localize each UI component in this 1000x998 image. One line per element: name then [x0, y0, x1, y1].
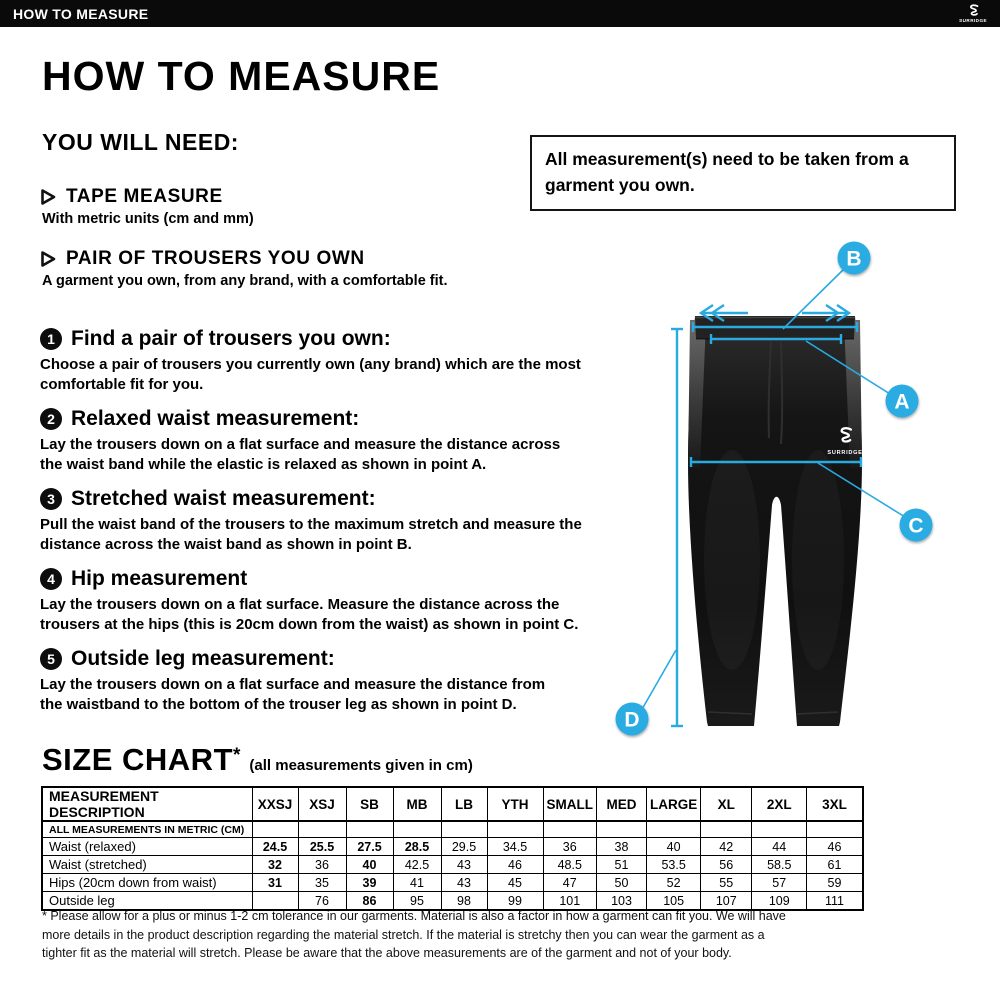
value-cell: 34.5: [487, 838, 543, 856]
step-number-badge: 5: [40, 648, 62, 670]
step-description: [40, 515, 582, 555]
value-cell: 101: [543, 892, 597, 911]
empty-cell: [252, 821, 298, 838]
column-header: 2XL: [752, 787, 807, 821]
value-cell: 42.5: [393, 856, 441, 874]
column-header: XSJ: [298, 787, 346, 821]
value-cell: 55: [701, 874, 752, 892]
step-description-line: Choose a pair of trousers you currently own (any brand) which are the most: [40, 356, 581, 373]
size-chart-asterisk: *: [233, 745, 241, 766]
need-title: TAPE MEASURE: [66, 186, 223, 207]
step-header: [40, 327, 582, 351]
needs-list: [40, 186, 448, 310]
empty-cell: [543, 821, 597, 838]
row-label-cell: Waist (stretched): [42, 856, 252, 874]
step-title: Stretched waist measurement:: [71, 487, 376, 510]
need-title-row: [40, 248, 448, 270]
value-cell: 107: [701, 892, 752, 911]
value-cell: 51: [597, 856, 647, 874]
fabric-highlight: [704, 450, 760, 670]
step-header: [40, 647, 582, 671]
value-cell: 40: [647, 838, 701, 856]
need-title-row: [40, 186, 448, 208]
value-cell: 36: [543, 838, 597, 856]
value-cell: 43: [441, 856, 487, 874]
empty-cell: [441, 821, 487, 838]
column-header: SB: [346, 787, 393, 821]
row-label-cell: Outside leg: [42, 892, 252, 911]
value-cell: 27.5: [346, 838, 393, 856]
value-cell: 42: [701, 838, 752, 856]
value-cell: 105: [647, 892, 701, 911]
step-header: [40, 567, 582, 591]
need-desc: With metric units (cm and mm): [42, 211, 254, 227]
trousers-figure: [590, 230, 990, 750]
surridge-logo-text: SURRIDGE: [959, 17, 987, 23]
step-item: [40, 327, 582, 394]
step-description-line: the waist band while the elastic is relaxed as shown in point A.: [40, 456, 487, 473]
value-cell: 36: [298, 856, 346, 874]
value-cell: 53.5: [647, 856, 701, 874]
fabric-highlight: [792, 450, 844, 670]
empty-cell: [393, 821, 441, 838]
footnote: [42, 907, 786, 963]
drawcord-right: [781, 342, 782, 444]
measurement-note: [530, 135, 956, 211]
note-line: All measurement(s) need to be taken from a: [545, 149, 909, 169]
triangle-bullet-icon: [40, 188, 57, 206]
empty-cell: [701, 821, 752, 838]
step-description-line: Lay the trousers down on a flat surface. Measure the distance across the: [40, 596, 560, 613]
value-cell: 103: [597, 892, 647, 911]
step-description: [40, 595, 582, 635]
step-title: Hip measurement: [71, 567, 248, 590]
empty-cell: [487, 821, 543, 838]
footnote-line: * Please allow for a plus or minus 1-2 cm tolerance in our garments. Material is also a factor in how a garment can fit you. We will have: [42, 909, 786, 923]
need-title: PAIR OF TROUSERS YOU OWN: [66, 248, 365, 269]
need-item: [40, 186, 448, 227]
step-number-badge: 1: [40, 328, 62, 350]
value-cell: 43: [441, 874, 487, 892]
column-header: SMALL: [543, 787, 597, 821]
value-cell: 76: [298, 892, 346, 911]
triangle-bullet-icon: [40, 250, 57, 268]
garment-logo-text: SURRIDGE: [827, 450, 863, 456]
value-cell: 46: [487, 856, 543, 874]
value-cell: 52: [647, 874, 701, 892]
row-label-cell: Hips (20cm down from waist): [42, 874, 252, 892]
value-cell: 50: [597, 874, 647, 892]
column-header: XXSJ: [252, 787, 298, 821]
callout-b-label: B: [846, 247, 862, 271]
callout-c-label: C: [908, 514, 924, 538]
value-cell: 95: [393, 892, 441, 911]
size-chart-heading: [42, 744, 473, 775]
value-cell: 46: [807, 838, 863, 856]
value-cell: 41: [393, 874, 441, 892]
value-cell: 59: [807, 874, 863, 892]
step-number-badge: 2: [40, 408, 62, 430]
trousers-graphic: [688, 316, 863, 726]
column-header: MED: [597, 787, 647, 821]
step-item: [40, 487, 582, 554]
surridge-s-icon: [966, 4, 981, 18]
value-cell: 111: [807, 892, 863, 911]
step-number-badge: 4: [40, 568, 62, 590]
surridge-logo: [959, 4, 987, 24]
value-cell: 58.5: [752, 856, 807, 874]
step-description-line: Lay the trousers down on a flat surface and measure the distance across: [40, 436, 561, 453]
step-title: Relaxed waist measurement:: [71, 407, 360, 430]
step-description-line: the waistband to the bottom of the trouser leg as shown in point D.: [40, 696, 517, 713]
table-row: [42, 874, 863, 892]
step-item: [40, 407, 582, 474]
size-chart-title: SIZE CHART: [42, 742, 233, 777]
step-item: [40, 567, 582, 634]
step-description-line: Lay the trousers down on a flat surface and measure the distance from: [40, 676, 546, 693]
subheader-cell: ALL MEASUREMENTS IN METRIC (CM): [42, 821, 252, 838]
value-cell: 99: [487, 892, 543, 911]
page-title: HOW TO MEASURE: [42, 53, 441, 99]
value-cell: 61: [807, 856, 863, 874]
value-cell: 38: [597, 838, 647, 856]
column-header: LARGE: [647, 787, 701, 821]
empty-cell: [647, 821, 701, 838]
step-header: [40, 407, 582, 431]
empty-cell: [807, 821, 863, 838]
value-cell: 29.5: [441, 838, 487, 856]
column-header: LB: [441, 787, 487, 821]
size-chart-units-note: (all measurements given in cm): [249, 757, 473, 774]
footnote-line: tighter fit as the material will stretch. Please be aware that the above measurements are of the garment and not of your body.: [42, 946, 732, 960]
table-header-row: [42, 787, 863, 821]
column-header: 3XL: [807, 787, 863, 821]
leader-d: [641, 650, 676, 711]
step-description-line: trousers at the hips (this is 20cm down from the waist) as shown in point C.: [40, 616, 579, 633]
table-subheader-row: [42, 821, 863, 838]
step-title: Outside leg measurement:: [71, 647, 335, 670]
step-header: [40, 487, 582, 511]
column-header: YTH: [487, 787, 543, 821]
step-description-line: comfortable fit for you.: [40, 376, 204, 393]
callout-a-label: A: [894, 390, 910, 414]
empty-cell: [298, 821, 346, 838]
need-item: [40, 248, 448, 289]
value-cell: 45: [487, 874, 543, 892]
value-cell: 44: [752, 838, 807, 856]
top-bar: [0, 0, 1000, 27]
callout-d-label: D: [624, 708, 640, 732]
step-item: [40, 647, 582, 714]
step-description: [40, 435, 582, 475]
value-cell: 109: [752, 892, 807, 911]
column-header: MB: [393, 787, 441, 821]
need-desc: A garment you own, from any brand, with a comfortable fit.: [42, 273, 448, 289]
step-title: Find a pair of trousers you own:: [71, 327, 391, 350]
value-cell: 57: [752, 874, 807, 892]
value-cell: 47: [543, 874, 597, 892]
value-cell: 25.5: [298, 838, 346, 856]
row-label-cell: Waist (relaxed): [42, 838, 252, 856]
measure-line-d: [671, 329, 683, 726]
value-cell: 98: [441, 892, 487, 911]
empty-cell: [346, 821, 393, 838]
step-description: [40, 355, 582, 395]
table-row: [42, 856, 863, 874]
steps-list: [40, 327, 582, 727]
top-bar-title: HOW TO MEASURE: [13, 5, 149, 22]
value-cell: 35: [298, 874, 346, 892]
value-cell: 28.5: [393, 838, 441, 856]
value-cell: 56: [701, 856, 752, 874]
empty-cell: [597, 821, 647, 838]
value-cell: 39: [346, 874, 393, 892]
size-chart-table: [41, 786, 864, 911]
value-cell: 40: [346, 856, 393, 874]
column-header: XL: [701, 787, 752, 821]
column-header: MEASUREMENT DESCRIPTION: [42, 787, 252, 821]
empty-cell: [752, 821, 807, 838]
step-description-line: distance across the waist band as shown in point B.: [40, 536, 412, 553]
value-cell: 86: [346, 892, 393, 911]
note-line: garment you own.: [545, 174, 695, 195]
value-cell: 32: [252, 856, 298, 874]
you-will-need-heading: YOU WILL NEED:: [42, 129, 239, 155]
footnote-line: more details in the product description regarding the material stretch. If the material is stretchy then you can wear the garment as a: [42, 927, 765, 942]
table-row: [42, 838, 863, 856]
value-cell: 24.5: [252, 838, 298, 856]
step-description: [40, 675, 582, 715]
step-description-line: Pull the waist band of the trousers to the maximum stretch and measure the: [40, 516, 582, 533]
value-cell: 31: [252, 874, 298, 892]
value-cell: 48.5: [543, 856, 597, 874]
step-number-badge: 3: [40, 488, 62, 510]
